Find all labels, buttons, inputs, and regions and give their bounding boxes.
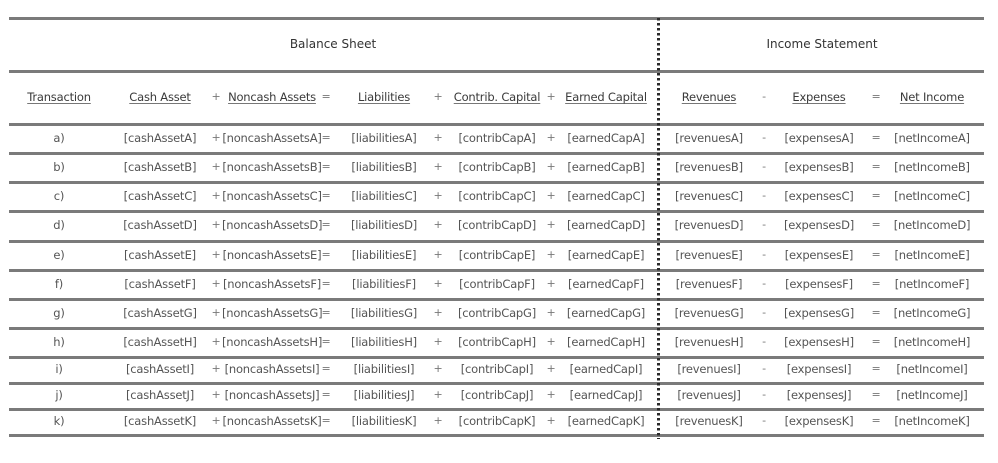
noncash-assets-cell: [noncashAssetsA] (222, 131, 322, 145)
plus-operator: + (433, 218, 443, 231)
liabilities-cell: [liabilitiesG] (350, 306, 418, 320)
earned-capital-cell: [earnedCapD] (566, 218, 646, 232)
plus-operator: + (211, 218, 221, 231)
expenses-cell: [expensesB] (784, 160, 854, 174)
table-bottom-rule (9, 434, 984, 437)
contrib-capital-cell: [contribCapH] (458, 335, 536, 349)
equals-operator: = (871, 160, 881, 173)
liabilities-cell: [liabilitiesI] (353, 362, 415, 376)
liabilities-cell: [liabilitiesE] (351, 248, 417, 262)
equals-operator: = (321, 218, 331, 231)
revenues-cell: [revenuesJ] (677, 388, 741, 402)
plus-operator: + (546, 306, 556, 319)
earned-capital-cell: [earnedCapG] (566, 306, 646, 320)
plus-operator: + (546, 362, 556, 375)
plus-operator: + (211, 277, 221, 290)
row-rule (9, 382, 984, 385)
revenues-cell: [revenuesF] (675, 277, 743, 291)
net-income-cell: [netIncomeB] (894, 160, 970, 174)
equals-operator: = (871, 414, 881, 427)
table-top-rule (9, 17, 984, 20)
plus-operator: + (433, 90, 443, 103)
minus-operator: - (762, 277, 766, 290)
group-header-income-statement: Income Statement (766, 37, 878, 51)
minus-operator: - (762, 131, 766, 144)
equals-operator: = (321, 306, 331, 319)
earned-capital-cell: [earnedCapJ] (569, 388, 643, 402)
contrib-capital-cell: [contribCapJ] (460, 388, 534, 402)
minus-operator: - (762, 189, 766, 202)
net-income-cell: [netIncomeH] (893, 335, 971, 349)
row-rule (9, 269, 984, 272)
col-header-revenues: Revenues (681, 90, 737, 104)
revenues-cell: [revenuesI] (677, 362, 741, 376)
earned-capital-cell: [earnedCapK] (567, 414, 645, 428)
row-rule (9, 327, 984, 330)
equals-operator: = (871, 388, 881, 401)
col-header-transaction: Transaction (27, 90, 91, 104)
net-income-cell: [netIncomeK] (894, 414, 970, 428)
equals-operator: = (321, 362, 331, 375)
minus-operator: - (762, 388, 766, 401)
net-income-cell: [netIncomeG] (893, 306, 971, 320)
plus-operator: + (433, 362, 443, 375)
plus-operator: + (433, 248, 443, 261)
equals-operator: = (871, 90, 881, 103)
equals-operator: = (871, 306, 881, 319)
equals-operator: = (321, 414, 331, 427)
transaction-label: d) (53, 218, 65, 232)
liabilities-cell: [liabilitiesD] (350, 218, 418, 232)
net-income-cell: [netIncomeA] (894, 131, 970, 145)
contrib-capital-cell: [contribCapB] (458, 160, 536, 174)
liabilities-cell: [liabilitiesH] (351, 335, 417, 349)
cash-asset-cell: [cashAssetC] (123, 189, 197, 203)
liabilities-cell: [liabilitiesB] (351, 160, 417, 174)
plus-operator: + (546, 335, 556, 348)
earned-capital-cell: [earnedCapE] (567, 248, 645, 262)
noncash-assets-cell: [noncashAssetsG] (222, 306, 323, 320)
earned-capital-cell: [earnedCapA] (567, 131, 645, 145)
contrib-capital-cell: [contribCapC] (458, 189, 536, 203)
cash-asset-cell: [cashAssetA] (123, 131, 197, 145)
earned-capital-cell: [earnedCapC] (567, 189, 645, 203)
revenues-cell: [revenuesC] (675, 189, 743, 203)
plus-operator: + (211, 335, 221, 348)
expenses-cell: [expensesH] (784, 335, 854, 349)
row-rule (9, 408, 984, 411)
contrib-capital-cell: [contribCapI] (460, 362, 534, 376)
plus-operator: + (433, 277, 443, 290)
transaction-label: c) (53, 189, 65, 203)
equals-operator: = (871, 218, 881, 231)
cash-asset-cell: [cashAssetH] (123, 335, 197, 349)
plus-operator: + (546, 131, 556, 144)
col-header-expenses: Expenses (792, 90, 846, 104)
earned-capital-cell: [earnedCapB] (567, 160, 645, 174)
plus-operator: + (433, 414, 443, 427)
plus-operator: + (433, 306, 443, 319)
col-header-cash-asset: Cash Asset (129, 90, 191, 104)
expenses-cell: [expensesI] (786, 362, 852, 376)
liabilities-cell: [liabilitiesA] (351, 131, 417, 145)
expenses-cell: [expensesK] (784, 414, 854, 428)
plus-operator: + (546, 388, 556, 401)
cash-asset-cell: [cashAssetG] (123, 306, 197, 320)
cash-asset-cell: [cashAssetJ] (125, 388, 195, 402)
equals-operator: = (321, 388, 331, 401)
noncash-assets-cell: [noncashAssetsK] (222, 414, 322, 428)
liabilities-cell: [liabilitiesC] (351, 189, 417, 203)
plus-operator: + (211, 131, 221, 144)
equals-operator: = (871, 189, 881, 202)
equals-operator: = (321, 90, 331, 103)
noncash-assets-cell: [noncashAssetsE] (222, 248, 322, 262)
minus-operator: - (762, 306, 766, 319)
noncash-assets-cell: [noncashAssetsF] (222, 277, 322, 291)
minus-operator: - (762, 248, 766, 261)
noncash-assets-cell: [noncashAssetsC] (222, 189, 322, 203)
col-header-noncash-assets: Noncash Assets (228, 90, 316, 104)
column-header-rule (9, 123, 984, 126)
cash-asset-cell: [cashAssetD] (123, 218, 197, 232)
equals-operator: = (321, 277, 331, 290)
expenses-cell: [expensesD] (783, 218, 855, 232)
transaction-label: j) (55, 388, 63, 402)
earned-capital-cell: [earnedCapF] (568, 277, 644, 291)
transaction-label: e) (53, 248, 65, 262)
plus-operator: + (211, 248, 221, 261)
net-income-cell: [netIncomeF] (894, 277, 970, 291)
row-rule (9, 152, 984, 155)
net-income-cell: [netIncomeJ] (896, 388, 968, 402)
contrib-capital-cell: [contribCapA] (458, 131, 536, 145)
minus-operator: - (762, 218, 766, 231)
minus-operator: - (762, 90, 766, 103)
plus-operator: + (433, 160, 443, 173)
plus-operator: + (211, 414, 221, 427)
contrib-capital-cell: [contribCapF] (459, 277, 535, 291)
plus-operator: + (211, 362, 221, 375)
row-rule (9, 356, 984, 359)
transaction-label: k) (53, 414, 65, 428)
contrib-capital-cell: [contribCapG] (457, 306, 537, 320)
noncash-assets-cell: [noncashAssetsJ] (224, 388, 320, 402)
plus-operator: + (546, 414, 556, 427)
minus-operator: - (762, 160, 766, 173)
equals-operator: = (871, 248, 881, 261)
equals-operator: = (321, 131, 331, 144)
transaction-label: b) (53, 160, 65, 174)
revenues-cell: [revenuesB] (675, 160, 743, 174)
minus-operator: - (762, 362, 766, 375)
plus-operator: + (211, 189, 221, 202)
transaction-label: g) (53, 306, 65, 320)
expenses-cell: [expensesC] (784, 189, 854, 203)
transaction-label: f) (54, 277, 64, 291)
plus-operator: + (433, 131, 443, 144)
net-income-cell: [netIncomeE] (894, 248, 970, 262)
row-rule (9, 210, 984, 213)
col-header-net-income: Net Income (899, 90, 965, 104)
revenues-cell: [revenuesG] (674, 306, 744, 320)
cash-asset-cell: [cashAssetK] (123, 414, 197, 428)
equals-operator: = (321, 160, 331, 173)
cash-asset-cell: [cashAssetB] (123, 160, 197, 174)
expenses-cell: [expensesE] (784, 248, 854, 262)
transaction-label: h) (53, 335, 65, 349)
contrib-capital-cell: [contribCapE] (458, 248, 536, 262)
transaction-label: a) (53, 131, 65, 145)
liabilities-cell: [liabilitiesF] (352, 277, 416, 291)
cash-asset-cell: [cashAssetI] (125, 362, 195, 376)
liabilities-cell: [liabilitiesK] (351, 414, 417, 428)
row-rule (9, 298, 984, 301)
plus-operator: + (433, 189, 443, 202)
expenses-cell: [expensesA] (784, 131, 854, 145)
plus-operator: + (433, 335, 443, 348)
plus-operator: + (211, 90, 221, 103)
earned-capital-cell: [earnedCapH] (567, 335, 645, 349)
transaction-label: i) (55, 362, 63, 376)
group-header-rule (9, 70, 984, 73)
net-income-cell: [netIncomeI] (896, 362, 968, 376)
row-rule (9, 181, 984, 184)
noncash-assets-cell: [noncashAssetsH] (222, 335, 323, 349)
plus-operator: + (546, 218, 556, 231)
row-rule (9, 240, 984, 243)
plus-operator: + (546, 160, 556, 173)
col-header-liabilities: Liabilities (357, 90, 411, 104)
col-header-contrib-capital: Contrib. Capital (453, 90, 541, 104)
equals-operator: = (321, 335, 331, 348)
noncash-assets-cell: [noncashAssetsI] (224, 362, 320, 376)
equals-operator: = (871, 131, 881, 144)
noncash-assets-cell: [noncashAssetsB] (222, 160, 322, 174)
plus-operator: + (546, 90, 556, 103)
net-income-cell: [netIncomeD] (893, 218, 971, 232)
contrib-capital-cell: [contribCapD] (458, 218, 536, 232)
equals-operator: = (321, 189, 331, 202)
group-header-balance-sheet: Balance Sheet (289, 37, 377, 51)
revenues-cell: [revenuesA] (675, 131, 743, 145)
col-header-earned-capital: Earned Capital (565, 90, 647, 104)
plus-operator: + (211, 388, 221, 401)
equals-operator: = (871, 277, 881, 290)
minus-operator: - (762, 335, 766, 348)
plus-operator: + (433, 388, 443, 401)
plus-operator: + (211, 306, 221, 319)
expenses-cell: [expensesJ] (786, 388, 852, 402)
plus-operator: + (546, 189, 556, 202)
liabilities-cell: [liabilitiesJ] (353, 388, 415, 402)
revenues-cell: [revenuesK] (675, 414, 743, 428)
cash-asset-cell: [cashAssetF] (124, 277, 196, 291)
expenses-cell: [expensesF] (785, 277, 853, 291)
plus-operator: + (211, 160, 221, 173)
revenues-cell: [revenuesH] (674, 335, 744, 349)
earned-capital-cell: [earnedCapI] (569, 362, 643, 376)
revenues-cell: [revenuesD] (674, 218, 744, 232)
contrib-capital-cell: [contribCapK] (458, 414, 536, 428)
minus-operator: - (762, 414, 766, 427)
revenues-cell: [revenuesE] (675, 248, 743, 262)
equals-operator: = (321, 248, 331, 261)
plus-operator: + (546, 248, 556, 261)
net-income-cell: [netIncomeC] (894, 189, 970, 203)
equals-operator: = (871, 362, 881, 375)
plus-operator: + (546, 277, 556, 290)
noncash-assets-cell: [noncashAssetsD] (222, 218, 323, 232)
expenses-cell: [expensesG] (783, 306, 855, 320)
equals-operator: = (871, 335, 881, 348)
cash-asset-cell: [cashAssetE] (124, 248, 196, 262)
